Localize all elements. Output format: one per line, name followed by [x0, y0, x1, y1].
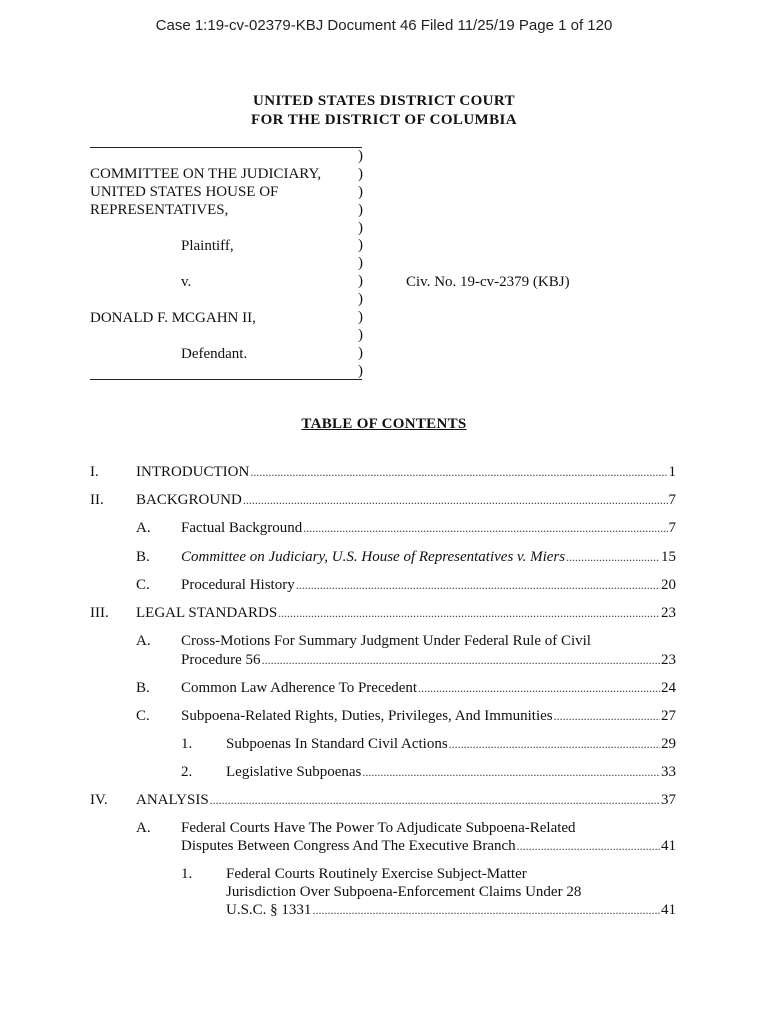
toc-leader-dots	[362, 763, 660, 781]
toc-entry-number: C.	[136, 577, 150, 593]
paren: )	[358, 183, 363, 200]
toc-entry-number: II.	[90, 492, 104, 508]
toc-entry-text: Federal Courts Have The Power To Adjudicate Subpoena-Related	[181, 820, 576, 836]
toc-entry-text: Legislative Subpoenas	[226, 764, 362, 780]
plaintiff-name	[90, 166, 321, 220]
toc-entry-number: B.	[136, 680, 150, 696]
plaintiff-line: UNITED STATES HOUSE OF	[90, 183, 279, 200]
paren: )	[358, 273, 363, 290]
toc-entry-page: 23	[661, 652, 676, 668]
toc-entry-number: I.	[90, 464, 99, 480]
plaintiff-line: COMMITTEE ON THE JUDICIARY,	[90, 166, 322, 182]
toc-leader-dots	[250, 463, 667, 481]
toc-leader-dots	[210, 791, 660, 809]
paren: )	[358, 344, 363, 361]
toc-entry[interactable]	[136, 819, 676, 855]
toc-leader-dots	[566, 548, 660, 566]
paren: )	[358, 309, 363, 326]
toc-entry-text: ANALYSIS	[136, 792, 209, 808]
plaintiff-label: Plaintiff,	[181, 238, 234, 254]
paren: )	[358, 237, 363, 254]
toc-leader-dots	[517, 837, 660, 855]
defendant-name: DONALD F. MCGAHN II,	[90, 310, 256, 326]
defendant-label: Defendant.	[181, 346, 248, 362]
toc-entry-text: Procedure 56	[181, 652, 261, 668]
toc-entry-page: 20	[661, 577, 676, 593]
toc-title: TABLE OF CONTENTS	[301, 416, 467, 432]
toc-entry-text: U.S.C. § 1331	[226, 902, 312, 918]
toc-entry-text: Committee on Judiciary, U.S. House of Representatives v. Miers	[181, 549, 566, 565]
toc-entry-number: A.	[136, 633, 151, 649]
toc-entry-text: LEGAL STANDARDS	[136, 605, 278, 621]
toc-leader-dots	[262, 651, 660, 669]
toc-entry-number: 2.	[181, 764, 193, 780]
toc-entry-text: Subpoena-Related Rights, Duties, Privileges, And Immunities	[181, 708, 553, 724]
paren: )	[358, 165, 363, 182]
caption-bottom-rule	[90, 379, 362, 380]
toc-leader-dots	[243, 491, 668, 509]
toc-entry-number: A.	[136, 520, 151, 536]
court-name-line2: FOR THE DISTRICT OF COLUMBIA	[251, 112, 517, 128]
toc-leader-dots	[449, 735, 660, 753]
paren: )	[358, 219, 363, 236]
toc-entry-text: INTRODUCTION	[136, 464, 250, 480]
toc-entry[interactable]	[136, 632, 676, 668]
toc-leader-dots	[296, 576, 660, 594]
toc-entry-page: 41	[661, 902, 676, 918]
toc-entry-number: A.	[136, 820, 151, 836]
paren: )	[358, 255, 363, 272]
toc-entry-number: C.	[136, 708, 150, 724]
toc-leader-dots	[554, 707, 660, 725]
toc-entry-number: 1.	[181, 866, 193, 882]
toc-entry-text: Federal Courts Routinely Exercise Subject-Matter	[226, 866, 527, 882]
toc-leader-dots	[303, 519, 667, 537]
toc-entry-number: B.	[136, 549, 150, 565]
case-header-stamp: Case 1:19-cv-02379-KBJ Document 46 Filed 11/25/19 Page 1 of 120	[155, 17, 613, 34]
toc-leader-dots	[278, 604, 660, 622]
toc-entry[interactable]	[181, 865, 676, 919]
paren: )	[358, 291, 363, 308]
plaintiff-line: REPRESENTATIVES,	[90, 201, 229, 218]
caption-top-rule	[90, 147, 362, 148]
versus-label: v.	[181, 274, 192, 290]
toc-entry-text: Factual Background	[181, 520, 303, 536]
civil-action-number: Civ. No. 19-cv-2379 (KBJ)	[406, 274, 570, 290]
toc-entry-text: Common Law Adherence To Precedent	[181, 680, 418, 696]
caption-paren-column	[358, 148, 363, 381]
toc-entry-number: III.	[90, 605, 109, 621]
toc-entry-page: 23	[661, 605, 676, 621]
court-name-line1: UNITED STATES DISTRICT COURT	[253, 93, 515, 109]
toc-entry-page: 41	[661, 838, 676, 854]
toc-entry-text: Disputes Between Congress And The Executive Branch	[181, 838, 516, 854]
paren: )	[358, 326, 363, 343]
paren: )	[358, 148, 363, 164]
toc-entry-text: Cross-Motions For Summary Judgment Under Federal Rule of Civil	[181, 633, 591, 649]
toc-entry-text: Jurisdiction Over Subpoena-Enforcement Claims Under 28	[226, 884, 582, 900]
toc-entry-page: 1	[668, 464, 676, 480]
toc-entry-page: 37	[661, 792, 676, 808]
toc-entry-page: 27	[661, 708, 676, 724]
toc-entry-text: BACKGROUND	[136, 492, 242, 508]
case-caption	[0, 0, 768, 400]
toc-entry-page: 7	[668, 492, 676, 508]
toc-entry-number: IV.	[90, 792, 108, 808]
toc-entry-text: Subpoenas In Standard Civil Actions	[226, 736, 448, 752]
toc-entry-page: 29	[661, 736, 676, 752]
toc-entry-page: 15	[661, 549, 676, 565]
toc-entry-page: 33	[661, 764, 676, 780]
toc-entry-page: 24	[661, 680, 676, 696]
paren: )	[358, 362, 363, 379]
paren: )	[358, 201, 363, 218]
toc-entry-page: 7	[668, 520, 676, 536]
toc-entry-text: Procedural History	[181, 577, 295, 593]
toc-leader-dots	[418, 679, 660, 697]
toc-entry-number: 1.	[181, 736, 193, 752]
toc-leader-dots	[312, 901, 660, 919]
